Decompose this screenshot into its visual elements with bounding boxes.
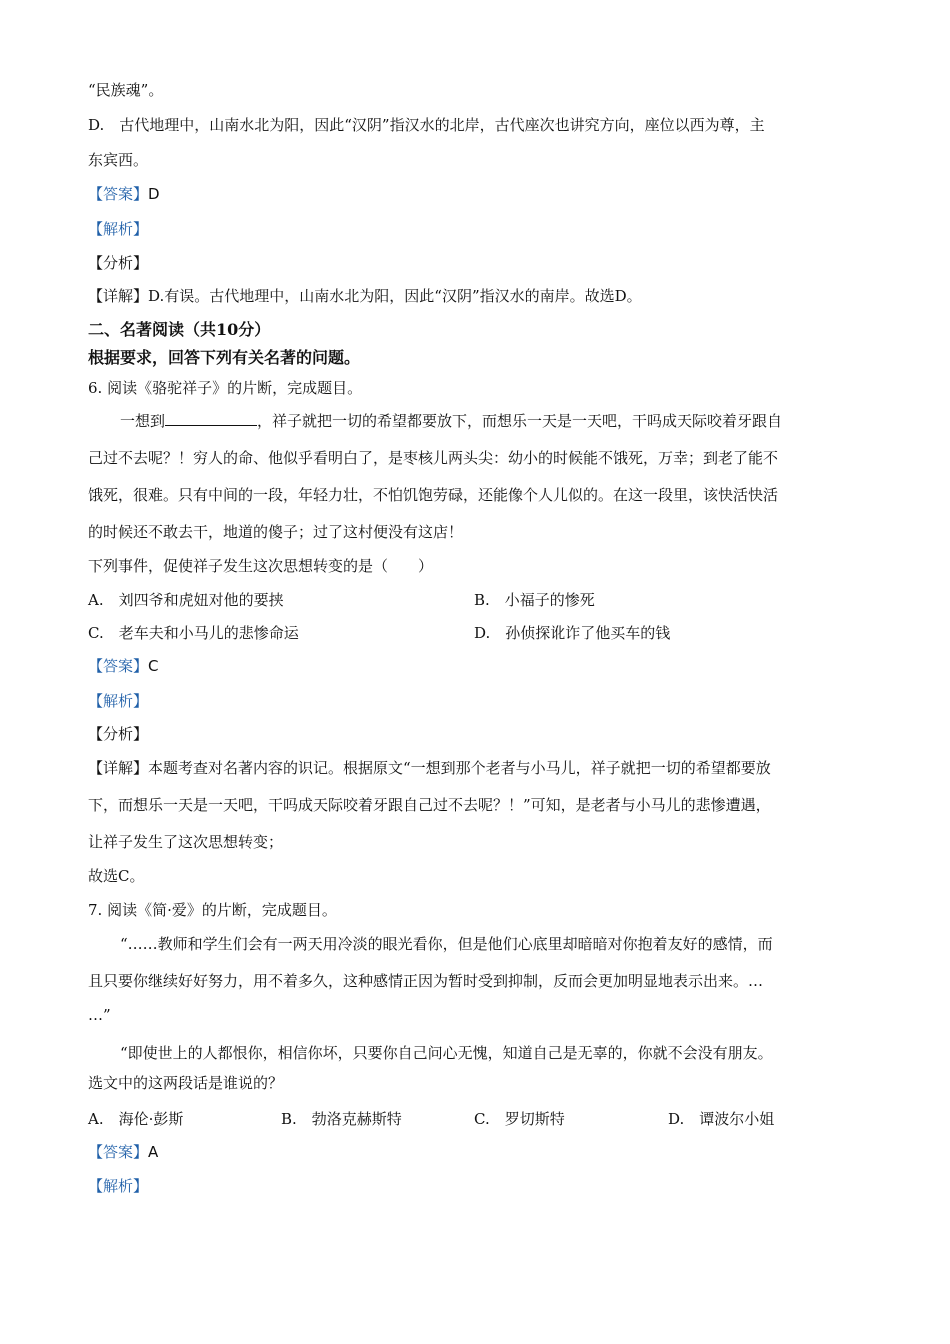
option-d-explanation: D. 古代地理中，山南水北为阳，因此“汉阴”指汉水的北岸，古代座次也讲究方向，座位以西为尊，主 [88,116,765,134]
answer-value: A [148,1143,159,1161]
passage-text: 一想到 [120,412,166,430]
answer-tag: 【答案】 [88,185,149,203]
q7-analysis-tag: 【解析】 [88,1177,149,1195]
q6-passage-line: 己过不去呢？！穷人的命、他似乎看明白了，是枣核儿两头尖：幼小的时候能不饿死，万幸；到老了能不 [88,449,779,467]
q6-detail [88,758,771,778]
q7-passage-line: “……教师和学生们会有一两天用冷淡的眼光看你，但是他们心底里却暗暗对你抱着友好的感情，而 [120,935,773,953]
q6-passage-line: 的时候还不敢去干，地道的傻子；过了这村便没有这店！ [88,523,464,541]
q7-title: 7. 阅读《简·爱》的片断，完成题目。 [88,901,337,919]
detail-text: D.有误。古代地理中，山南水北为阳，因此“汉阴”指汉水的南岸。故选D。 [148,287,642,305]
q6-detail-line: 下，而想乐一天是一天吧，干吗成天际咬着牙跟自己过不去呢？！”可知，是老者与小马儿的悲惨遭遇， [88,796,771,814]
q7-option-c: C. 罗切斯特 [474,1110,565,1128]
q7-passage-line: 且只要你继续好好努力，用不着多久，这种感情正因为暂时受到抑制，反而会更加明显地表示出来。… [88,972,764,990]
q6-option-d: D. 孙侦探讹诈了他买车的钱 [474,624,671,642]
q6-fenxi-tag: 【分析】 [88,725,149,743]
q7-question: 选文中的这两段话是谁说的？ [88,1074,284,1092]
detail-tag: 【详解】 [88,759,149,777]
q6-title: 6. 阅读《骆驼祥子》的片断，完成题目。 [88,379,363,397]
q7-answer [88,1142,158,1162]
q6-passage-line: 饿死，很难。只有中间的一段，年轻力壮，不怕饥饱劳碌，还能像个人儿似的。在这一段里，该快活快活 [88,486,779,504]
q7-passage-line: “即使世上的人都恨你，相信你坏，只要你自己问心无愧，知道自己是无辜的，你就不会没有朋友。 [120,1044,773,1062]
answer-tag: 【答案】 [88,1143,149,1161]
q6-detail-line: 故选C。 [88,867,145,885]
answer-tag: 【答案】 [88,657,149,675]
text-line: 东宾西。 [88,151,149,169]
fill-blank [165,411,257,426]
q6-option-b: B. 小福子的惨死 [474,591,595,609]
q7-option-d: D. 谭波尔小姐 [668,1110,775,1128]
q6-analysis-tag: 【解析】 [88,692,149,710]
q6-question: 下列事件，促使祥子发生这次思想转变的是（ ） [88,557,434,575]
q5-detail [88,286,642,306]
answer-value: C [148,657,159,675]
detail-tag: 【详解】 [88,287,149,305]
q7-option-b: B. 勃洛克赫斯特 [281,1110,402,1128]
q6-passage-line [120,411,782,431]
q7-option-a: A. 海伦·彭斯 [88,1110,184,1128]
q5-fenxi-tag: 【分析】 [88,254,149,272]
passage-text: ，祥子就把一切的希望都要放下，而想乐一天是一天吧，干吗成天际咬着牙跟自 [257,412,783,430]
text-line: “民族魂”。 [88,81,164,99]
q7-passage-line: …” [88,1006,111,1024]
q5-answer [88,184,160,204]
section-title: 二、名著阅读（共10分） [88,320,271,339]
detail-text: 本题考查对名著内容的识记。根据原文“一想到那个老者与小马儿，祥子就把一切的希望都要放 [148,759,771,777]
q6-option-a: A. 刘四爷和虎妞对他的要挟 [88,591,284,609]
q5-analysis-tag: 【解析】 [88,220,149,238]
q6-answer [88,656,159,676]
q6-detail-line: 让祥子发生了这次思想转变； [88,833,284,851]
q6-option-c: C. 老车夫和小马儿的悲惨命运 [88,624,299,642]
section-subtitle: 根据要求，回答下列有关名著的问题。 [88,348,361,367]
answer-value: D [148,185,160,203]
